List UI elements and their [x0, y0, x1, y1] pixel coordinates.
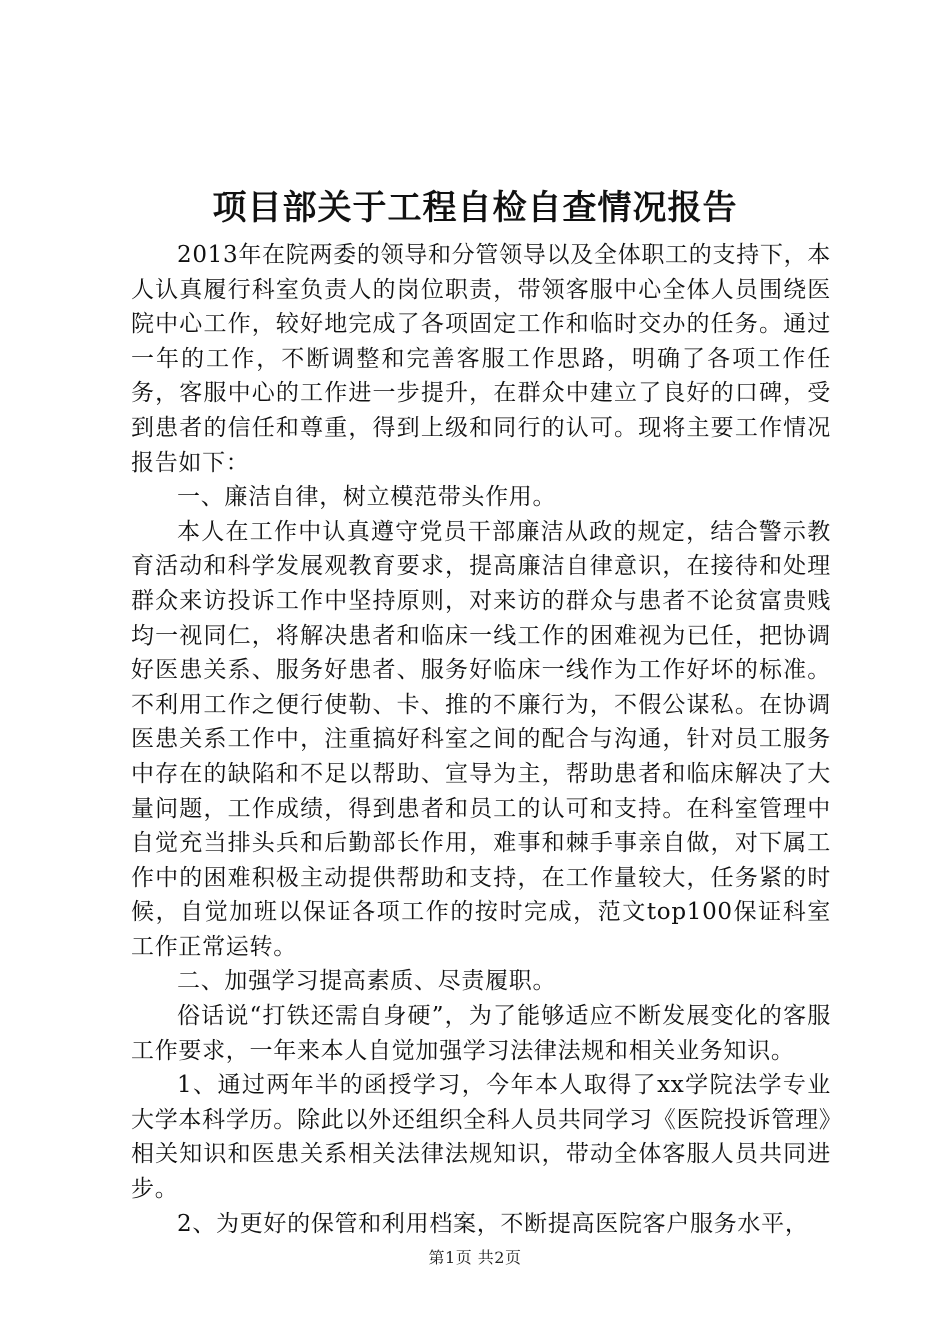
document-title: 项目部关于工程自检自查情况报告	[212, 188, 738, 228]
list-item: 1、通过两年半的函授学习，今年本人取得了xx学院法学专业大学本科学历。除此以外还组织全科人员共同学习《医院投诉管理》相关知识和医患关系相关法律法规知识，带动全体客服人员共同进步。	[131, 1072, 831, 1203]
page-footer: 第1页 共2页	[428, 1248, 522, 1267]
document-body	[131, 238, 831, 1241]
section-heading: 一、廉洁自律，树立模范带头作用。	[177, 484, 557, 511]
body-paragraph: 俗话说“打铁还需自身硬”，为了能够适应不断发展变化的客服工作要求，一年来本人自觉加强学习法律法规和相关业务知识。	[131, 1003, 831, 1064]
body-paragraph: 2013年在院两委的领导和分管领导以及全体职工的支持下，本人认真履行科室负责人的岗位职责，带领客服中心全体人员围绕医院中心工作，较好地完成了各项固定工作和临时交办的任务。通过一年的工作，不断调整和完善客服工作思路，明确了各项工作任务，客服中心的工作进一步提升，在群众中建立了良好的口碑，受到患者的信任和尊重，得到上级和同行的认可。现将主要工作情况报告如下：	[131, 242, 831, 476]
body-paragraph: 本人在工作中认真遵守党员干部廉洁从政的规定，结合警示教育活动和科学发展观教育要求，提高廉洁自律意识，在接待和处理群众来访投诉工作中坚持原则，对来访的群众与患者不论贫富贵贱均一视同仁，将解决患者和临床一线工作的困难视为已任，把协调好医患关系、服务好患者、服务好临床一线作为工作好坏的标准。不利用工作之便行使勒、卡、推的不廉行为，不假公谋私。在协调医患关系工作中，注重搞好科室之间的配合与沟通，针对员工服务中存在的缺陷和不足以帮助、宣导为主，帮助患者和临床解决了大量问题，工作成绩，得到患者和员工的认可和支持。在科室管理中自觉充当排头兵和后勤部长作用，难事和棘手事亲自做，对下属工作中的困难积极主动提供帮助和支持，在工作量较大，任务紧的时候，自觉加班以保证各项工作的按时完成，范文top100保证科室工作正常运转。	[131, 518, 831, 960]
list-item: 2、为更好的保管和利用档案，不断提高医院客户服务水平，	[177, 1210, 809, 1237]
section-heading: 二、加强学习提高素质、尽责履职。	[177, 968, 557, 995]
